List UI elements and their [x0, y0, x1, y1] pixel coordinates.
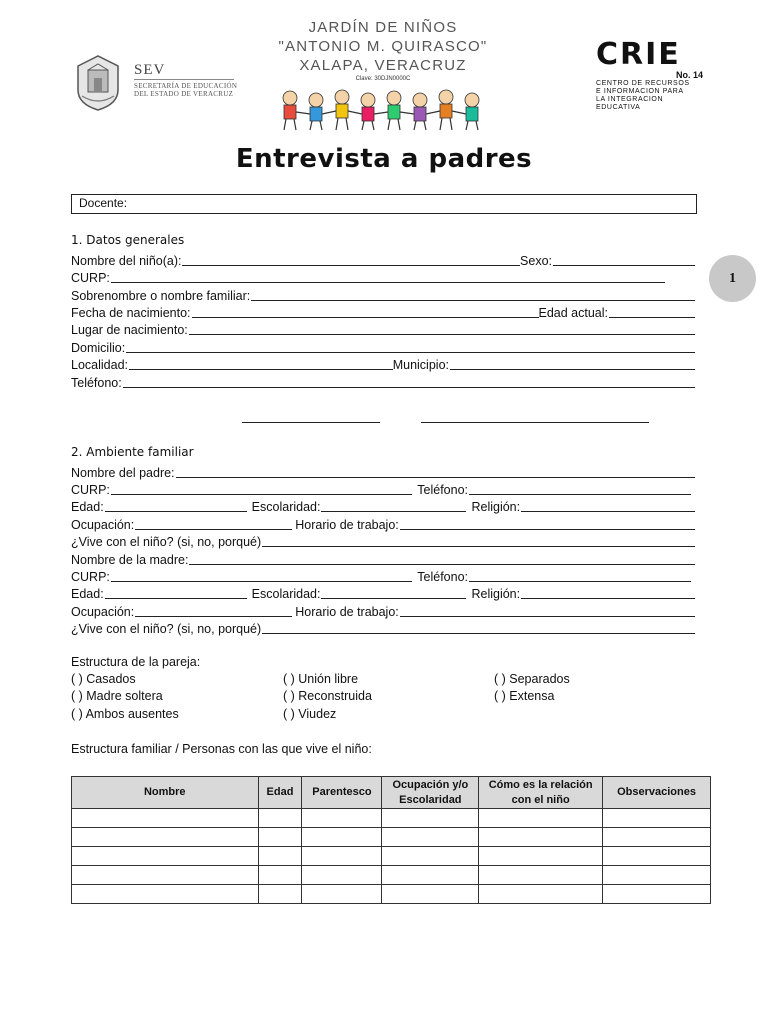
escolaridad-madre-label: Escolaridad: [251, 587, 321, 601]
nombre-padre-row [71, 463, 695, 480]
table-cell[interactable] [302, 866, 382, 885]
option-viudez[interactable]: ( ) Viudez [283, 707, 337, 721]
table-cell[interactable] [258, 885, 302, 904]
horario-madre-field[interactable] [400, 604, 695, 617]
edad-madre-row [71, 584, 695, 601]
nombre-nino-label: Nombre del niño(a): [71, 254, 182, 268]
localidad-label: Localidad: [71, 358, 128, 372]
edad-padre-field[interactable] [105, 499, 247, 512]
telefono-label: Teléfono: [71, 376, 122, 390]
curp-madre-label: CURP: [71, 570, 110, 584]
nombre-madre-label: Nombre de la madre: [71, 553, 189, 567]
nombre-nino-row [71, 251, 695, 268]
school-line-2: "ANTONIO M. QUIRASCO" [278, 38, 488, 55]
ocupacion-padre-row [71, 515, 695, 532]
school-clave: Clave: 30DJN0000C [355, 76, 411, 82]
religion-padre-label: Religión: [471, 500, 521, 514]
fecha-label: Fecha de nacimiento: [71, 306, 191, 320]
religion-madre-label: Religión: [471, 587, 521, 601]
crie-logo [596, 37, 706, 114]
option-separados[interactable]: ( ) Separados [494, 672, 570, 686]
table-cell[interactable] [603, 847, 711, 866]
sev-logo [72, 52, 238, 114]
column-header-observaciones: Observaciones [603, 777, 711, 809]
ocupacion-madre-label: Ocupación: [71, 605, 135, 619]
estructura-familiar-label: Estructura familiar / Personas con las que vive el niño: [71, 742, 372, 756]
table-cell[interactable] [603, 885, 711, 904]
crie-sub-2: E INFORMACION PARA [596, 88, 684, 95]
lugar-label: Lugar de nacimiento: [71, 323, 188, 337]
nombre-nino-field[interactable] [182, 253, 520, 266]
municipio-label: Municipio: [392, 358, 449, 372]
sobrenombre-label: Sobrenombre o nombre familiar: [71, 289, 251, 303]
docente-field[interactable] [71, 194, 697, 214]
curp-madre-field[interactable] [111, 569, 412, 582]
table-cell[interactable] [479, 866, 603, 885]
escolaridad-madre-field[interactable] [321, 586, 466, 599]
vive-padre-row [71, 532, 695, 549]
edad-actual-label: Edad actual: [538, 306, 608, 320]
column-header-ocupacion: Ocupación y/o Escolaridad [382, 777, 479, 809]
sev-subtitle-2: DEL ESTADO DE VERACRUZ [134, 90, 234, 98]
vive-madre-field[interactable] [262, 621, 695, 634]
curp-padre-label: CURP: [71, 483, 110, 497]
page-number-badge: 1 [709, 255, 756, 302]
domicilio-field[interactable] [126, 340, 695, 353]
table-cell[interactable] [603, 828, 711, 847]
table-cell[interactable] [603, 866, 711, 885]
option-casados[interactable]: ( ) Casados [71, 672, 136, 686]
table-cell[interactable] [72, 866, 259, 885]
religion-padre-field[interactable] [521, 499, 695, 512]
telefono-row [71, 373, 695, 390]
edad-madre-field[interactable] [105, 586, 247, 599]
crie-sub-3: LA INTEGRACION EDUCATIVA [596, 96, 664, 111]
vive-padre-field[interactable] [262, 534, 695, 547]
localidad-field[interactable] [129, 357, 393, 370]
column-header-nombre: Nombre [72, 777, 259, 809]
table-row [72, 828, 711, 847]
table-row [72, 885, 711, 904]
docente-label: Docente: [79, 196, 128, 210]
horario-padre-label: Horario de trabajo: [295, 518, 399, 532]
sexo-label: Sexo: [520, 254, 552, 268]
escolaridad-padre-field[interactable] [321, 499, 466, 512]
domicilio-label: Domicilio: [71, 341, 126, 355]
lugar-row [71, 320, 695, 337]
option-extensa[interactable]: ( ) Extensa [494, 689, 555, 703]
telefono-padre-field[interactable] [469, 482, 691, 495]
family-table [71, 776, 711, 904]
table-row [72, 866, 711, 885]
table-cell[interactable] [603, 809, 711, 828]
option-union-libre[interactable]: ( ) Unión libre [283, 672, 359, 686]
telefono-madre-label: Teléfono: [417, 570, 468, 584]
ocupacion-madre-field[interactable] [135, 604, 292, 617]
table-row [72, 847, 711, 866]
column-header-edad: Edad [258, 777, 302, 809]
sev-title: SEV [134, 62, 166, 78]
curp-padre-row [71, 480, 691, 497]
nombre-madre-field[interactable] [189, 552, 695, 565]
vive-padre-label: ¿Vive con el niño? (si, no, porqué) [71, 535, 262, 549]
table-cell[interactable] [258, 809, 302, 828]
curp-padre-field[interactable] [111, 482, 412, 495]
lugar-field[interactable] [189, 322, 695, 335]
sexo-field[interactable] [553, 253, 695, 266]
signature-line[interactable] [421, 422, 649, 423]
municipio-field[interactable] [450, 357, 695, 370]
school-logo [272, 18, 494, 82]
edad-madre-label: Edad: [71, 587, 104, 601]
curp-field[interactable] [111, 270, 665, 283]
section-1-heading: 1. Datos generales [71, 233, 185, 247]
table-cell[interactable] [479, 828, 603, 847]
table-cell[interactable] [382, 866, 479, 885]
fecha-field[interactable] [192, 305, 539, 318]
veracruz-seal-icon [72, 52, 124, 112]
telefono-field[interactable] [123, 375, 695, 388]
ocupacion-padre-label: Ocupación: [71, 518, 135, 532]
ocupacion-padre-field[interactable] [135, 517, 292, 530]
divider [134, 79, 234, 80]
curp-label: CURP: [71, 271, 110, 285]
page-title: Entrevista a padres [235, 144, 533, 174]
table-cell[interactable] [302, 828, 382, 847]
table-cell[interactable] [258, 828, 302, 847]
table-cell[interactable] [72, 809, 259, 828]
curp-row [71, 268, 665, 285]
crie-title: CRIE [596, 37, 681, 72]
table-cell[interactable] [258, 847, 302, 866]
school-line-1: JARDÍN DE NIÑOS [308, 19, 458, 36]
fecha-row [71, 303, 695, 320]
table-header-row [72, 777, 711, 809]
sobrenombre-row [71, 286, 695, 303]
table-cell[interactable] [258, 866, 302, 885]
table-cell[interactable] [302, 809, 382, 828]
localidad-row [71, 355, 695, 372]
religion-madre-field[interactable] [521, 586, 695, 599]
table-cell[interactable] [72, 885, 259, 904]
school-line-3: XALAPA, VERACRUZ [299, 57, 467, 74]
domicilio-row [71, 338, 695, 355]
nombre-madre-row [71, 550, 695, 567]
column-header-relacion: Cómo es la relación con el niño [479, 777, 603, 809]
children-illustration-icon [278, 88, 488, 132]
table-cell[interactable] [382, 828, 479, 847]
estructura-pareja-label: Estructura de la pareja: [71, 655, 201, 669]
table-cell[interactable] [382, 885, 479, 904]
option-madre-soltera[interactable]: ( ) Madre soltera [71, 689, 163, 703]
section-2-heading: 2. Ambiente familiar [71, 445, 194, 459]
table-cell[interactable] [479, 809, 603, 828]
table-cell[interactable] [72, 847, 259, 866]
telefono-madre-field[interactable] [469, 569, 691, 582]
table-cell[interactable] [302, 885, 382, 904]
horario-padre-field[interactable] [400, 517, 695, 530]
ocupacion-madre-row [71, 602, 695, 619]
horario-madre-label: Horario de trabajo: [295, 605, 399, 619]
telefono-padre-label: Teléfono: [417, 483, 468, 497]
table-cell[interactable] [302, 847, 382, 866]
table-row [72, 809, 711, 828]
sev-subtitle-1: SECRETARÍA DE EDUCACIÓN [134, 82, 238, 90]
table-cell[interactable] [382, 809, 479, 828]
edad-padre-label: Edad: [71, 500, 104, 514]
option-reconstruida[interactable]: ( ) Reconstruida [283, 689, 372, 703]
curp-madre-row [71, 567, 691, 584]
option-ambos-ausentes[interactable]: ( ) Ambos ausentes [71, 707, 179, 721]
escolaridad-padre-label: Escolaridad: [251, 500, 321, 514]
nombre-padre-label: Nombre del padre: [71, 466, 175, 480]
column-header-parentesco: Parentesco [302, 777, 382, 809]
vive-madre-label: ¿Vive con el niño? (si, no, porqué) [71, 622, 262, 636]
sobrenombre-field[interactable] [251, 288, 695, 301]
table-cell[interactable] [72, 828, 259, 847]
crie-number: No. 14 [676, 70, 704, 80]
signature-line[interactable] [242, 422, 380, 423]
edad-padre-row [71, 497, 695, 514]
edad-actual-field[interactable] [609, 305, 695, 318]
table-cell[interactable] [479, 885, 603, 904]
vive-madre-row [71, 619, 695, 636]
table-cell[interactable] [479, 847, 603, 866]
table-cell[interactable] [382, 847, 479, 866]
crie-sub-1: CENTRO DE RECURSOS [596, 80, 690, 87]
nombre-padre-field[interactable] [176, 465, 695, 478]
